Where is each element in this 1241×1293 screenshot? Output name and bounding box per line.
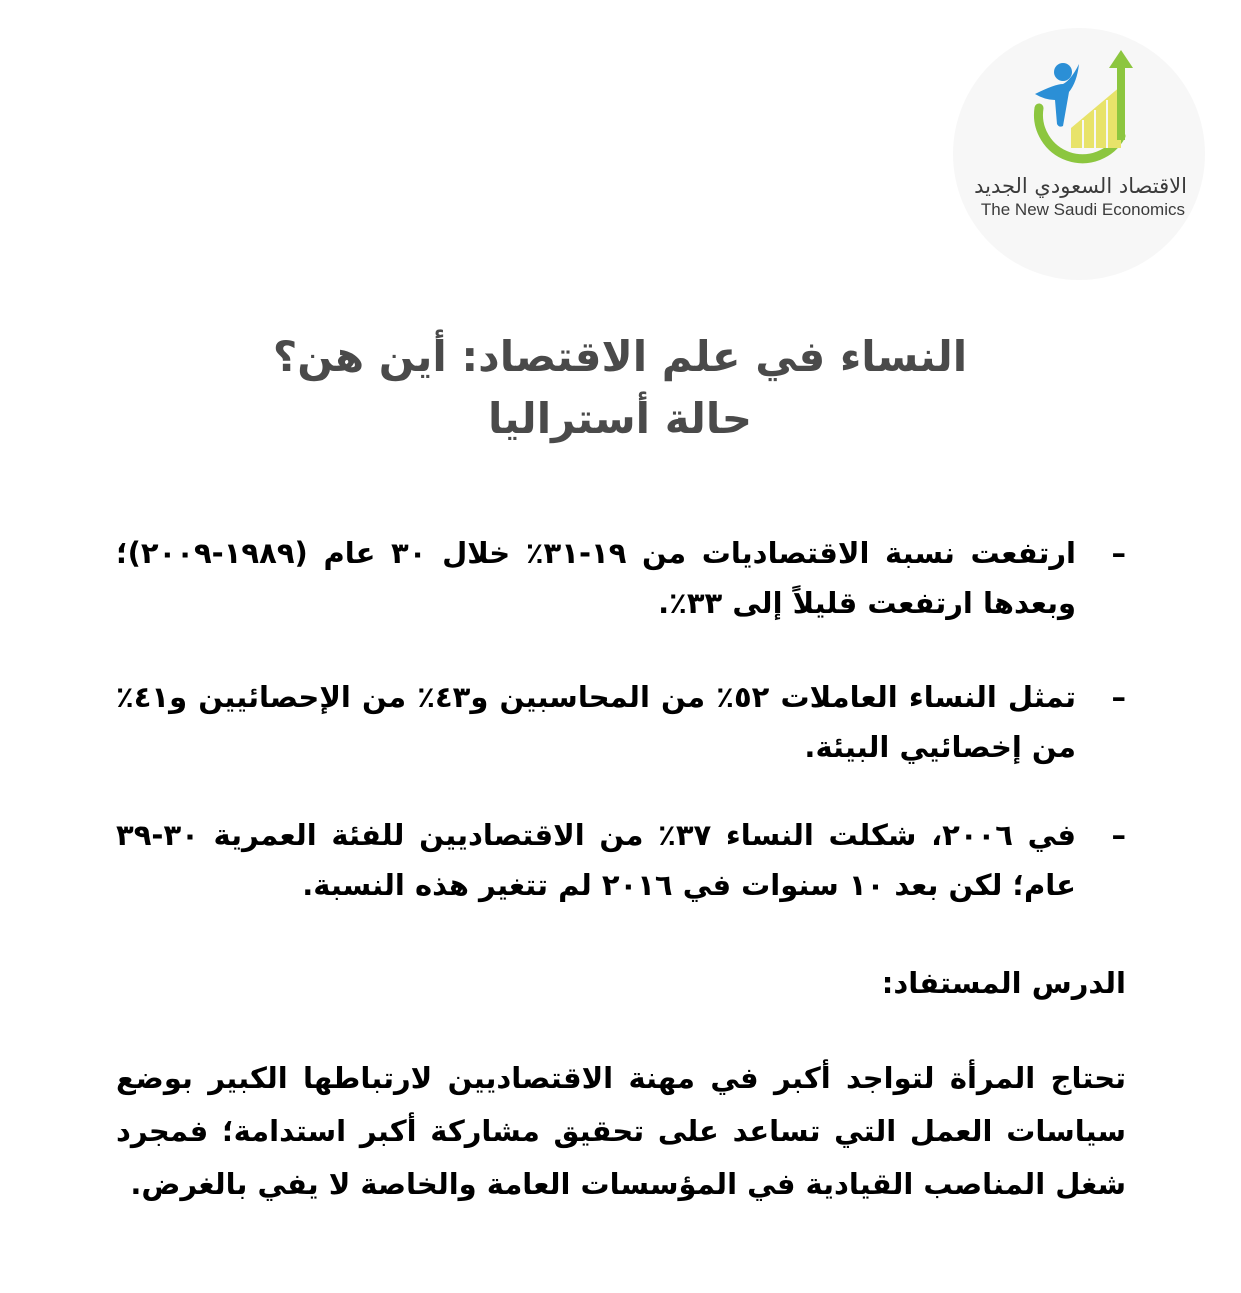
growth-person-arrow-icon (1025, 50, 1133, 170)
page-title (200, 326, 1040, 450)
lesson-body: تحتاج المرأة لتواجد أكبر في مهنة الاقتصاديين لارتباطها الكبير بوضع سياسات العمل التي تساعد على تحقيق مشاركة أكبر استدامة؛ فمجرد شغل المناصب القيادية في المؤسسات العامة والخاصة لا يفي بالغرض. (116, 1061, 1126, 1201)
bullet-text: في ٢٠٠٦، شكلت النساء ٣٧٪ من الاقتصاديين للفئة العمرية ٣٠-٣٩ عام؛ لكن بعد ١٠ سنوات في ٢٠١٦ لم تتغير هذه النسبة. (116, 818, 1076, 902)
logo-english-name: The New Saudi Economics (980, 200, 1185, 219)
lesson-heading: الدرس المستفاد: (881, 966, 1126, 1000)
bullet-text: ارتفعت نسبة الاقتصاديات من ١٩-٣١٪ خلال ٣٠ عام (١٩٨٩-٢٠٠٩)؛ وبعدها ارتفعت قليلاً إلى ٣٣٪. (116, 536, 1076, 620)
bullet-item-3 (116, 810, 1126, 910)
bullet-text: تمثل النساء العاملات ٥٢٪ من المحاسبين و٤٣٪ من الإحصائيين و٤١٪ من إخصائيي البيئة. (116, 680, 1076, 764)
logo-arabic-name: الاقتصاد السعودي الجديد (974, 174, 1187, 198)
bullet-dash: – (1111, 680, 1126, 714)
title-line-1: النساء في علم الاقتصاد: أين هن؟ (272, 332, 968, 381)
logo (953, 28, 1205, 280)
bullet-dash: – (1111, 536, 1126, 570)
title-line-2: حالة أستراليا (488, 394, 752, 443)
bullet-item-2 (116, 672, 1126, 772)
bullet-item-1 (116, 528, 1126, 628)
bullet-dash: – (1111, 818, 1126, 852)
